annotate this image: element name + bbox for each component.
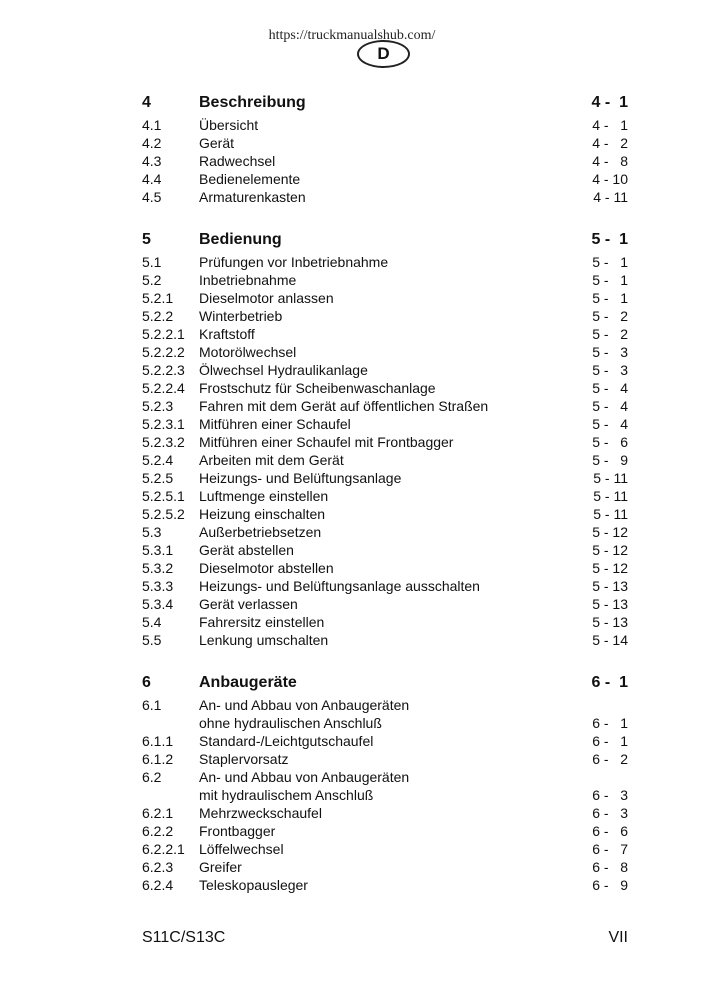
- entry-title: mit hydraulischem Anschluß: [199, 787, 374, 803]
- toc-entry[interactable]: [142, 858, 628, 876]
- entry-number: 4.1: [142, 117, 162, 133]
- entry-title: Fahrersitz einstellen: [199, 614, 325, 630]
- entry-number: 6.1: [142, 697, 162, 713]
- toc-entry[interactable]: [142, 451, 628, 469]
- toc-entry[interactable]: [142, 876, 628, 894]
- entry-title: Frontbagger: [199, 823, 276, 839]
- entry-page: 5 - 11: [593, 488, 628, 504]
- toc-entry[interactable]: [142, 170, 628, 188]
- entry-title: Lenkung umschalten: [199, 632, 329, 648]
- table-of-contents: [142, 93, 628, 894]
- entry-number: 5.2.3.2: [142, 434, 185, 450]
- toc-entry[interactable]: [142, 714, 628, 732]
- toc-entry[interactable]: [142, 271, 628, 289]
- toc-entry[interactable]: [142, 152, 628, 170]
- entry-title: Mitführen einer Schaufel: [199, 416, 351, 432]
- section-title: Anbaugeräte: [199, 674, 297, 691]
- entry-page: 5 - 11: [593, 470, 628, 486]
- toc-entry[interactable]: [142, 433, 628, 451]
- entry-page: 6 - 3: [592, 787, 628, 803]
- toc-entry[interactable]: [142, 786, 628, 804]
- entry-page: 4 - 11: [593, 189, 628, 205]
- entry-number: 6.1.1: [142, 733, 174, 749]
- entry-number: 6.1.2: [142, 751, 174, 767]
- entry-title: Außerbetriebsetzen: [199, 524, 322, 540]
- entry-number: 5.2.3: [142, 398, 174, 414]
- entry-title: Arbeiten mit dem Gerät: [199, 452, 344, 468]
- entry-number: 4.2: [142, 135, 162, 151]
- entry-title: Teleskopausleger: [199, 877, 308, 893]
- entry-number: 5.3.3: [142, 578, 174, 594]
- entry-number: 5.2: [142, 272, 162, 288]
- section-number: 5: [142, 231, 151, 248]
- section-heading[interactable]: [142, 673, 628, 693]
- entry-page: 5 - 12: [592, 524, 628, 540]
- entry-page: 5 - 13: [592, 596, 628, 612]
- section-page: 6 - 1: [591, 674, 628, 691]
- entry-title: An- und Abbau von Anbaugeräten: [199, 769, 410, 785]
- entry-number: 5.2.1: [142, 290, 174, 306]
- entry-title: Staplervorsatz: [199, 751, 289, 767]
- toc-entry[interactable]: [142, 415, 628, 433]
- toc-entry[interactable]: [142, 732, 628, 750]
- entry-page: 5 - 14: [592, 632, 628, 648]
- entry-number: 5.2.5.2: [142, 506, 185, 522]
- entry-page: 6 - 6: [592, 823, 628, 839]
- entry-number: 5.2.2.1: [142, 326, 185, 342]
- toc-entry[interactable]: [142, 379, 628, 397]
- entry-page: 5 - 12: [592, 542, 628, 558]
- entry-number: 6.2.3: [142, 859, 174, 875]
- entry-page: 4 - 2: [592, 135, 628, 151]
- section-heading[interactable]: [142, 230, 628, 250]
- entry-page: 6 - 9: [592, 877, 628, 893]
- entry-number: 5.3: [142, 524, 162, 540]
- toc-entry[interactable]: [142, 188, 628, 206]
- section-number: 4: [142, 94, 151, 111]
- entry-page: 4 - 1: [592, 117, 628, 133]
- entry-title: Armaturenkasten: [199, 189, 306, 205]
- entry-page: 6 - 7: [592, 841, 628, 857]
- toc-entry[interactable]: [142, 631, 628, 649]
- entry-page: 6 - 1: [592, 715, 628, 731]
- toc-entry[interactable]: [142, 768, 628, 786]
- entry-title: Ölwechsel Hydraulikanlage: [199, 362, 368, 378]
- entry-page: 6 - 1: [592, 733, 628, 749]
- entry-title: Motorölwechsel: [199, 344, 297, 360]
- entry-title: Inbetriebnahme: [199, 272, 297, 288]
- entry-number: 5.2.4: [142, 452, 174, 468]
- entry-number: 5.2.2: [142, 308, 174, 324]
- entry-page: 5 - 2: [592, 326, 628, 342]
- entry-title: Mehrzweckschaufel: [199, 805, 322, 821]
- toc-entry[interactable]: [142, 613, 628, 631]
- entry-title: Dieselmotor anlassen: [199, 290, 334, 306]
- entry-title: Frostschutz für Scheibenwaschanlage: [199, 380, 436, 396]
- toc-entry[interactable]: [142, 804, 628, 822]
- section-title: Beschreibung: [199, 94, 306, 111]
- toc-entry[interactable]: [142, 361, 628, 379]
- toc-entry[interactable]: [142, 487, 628, 505]
- toc-entry[interactable]: [142, 134, 628, 152]
- entry-title: Heizungs- und Belüftungsanlage: [199, 470, 402, 486]
- entry-page: 5 - 11: [593, 506, 628, 522]
- entry-title: Fahren mit dem Gerät auf öffentlichen Straßen: [199, 398, 489, 414]
- entry-title: Luftmenge einstellen: [199, 488, 329, 504]
- entry-page: 6 - 2: [592, 751, 628, 767]
- entry-title: An- und Abbau von Anbaugeräten: [199, 697, 410, 713]
- entry-number: 4.3: [142, 153, 162, 169]
- toc-entry[interactable]: [142, 343, 628, 361]
- entry-number: 5.2.2.3: [142, 362, 185, 378]
- entry-page: 6 - 8: [592, 859, 628, 875]
- toc-entry[interactable]: [142, 116, 628, 134]
- toc-entry[interactable]: [142, 325, 628, 343]
- page-footer: [142, 928, 628, 948]
- entry-number: 5.2.5: [142, 470, 174, 486]
- footer-page-number: VII: [608, 929, 628, 946]
- entry-page: 5 - 2: [592, 308, 628, 324]
- entry-number: 5.3.1: [142, 542, 174, 558]
- toc-entry[interactable]: [142, 289, 628, 307]
- entry-number: 6.2.2.1: [142, 841, 185, 857]
- toc-entry[interactable]: [142, 822, 628, 840]
- toc-entry[interactable]: [142, 750, 628, 768]
- entry-title: ohne hydraulischen Anschluß: [199, 715, 382, 731]
- entry-page: 4 - 8: [592, 153, 628, 169]
- entry-title: Winterbetrieb: [199, 308, 283, 324]
- entry-page: 5 - 13: [592, 578, 628, 594]
- entry-page: 5 - 1: [592, 254, 628, 270]
- entry-title: Gerät: [199, 135, 235, 151]
- toc-entry[interactable]: [142, 253, 628, 271]
- entry-number: 5.2.3.1: [142, 416, 185, 432]
- language-badge: D: [357, 40, 410, 68]
- toc-entry[interactable]: [142, 840, 628, 858]
- entry-title: Greifer: [199, 859, 242, 875]
- entry-page: 5 - 4: [592, 380, 628, 396]
- entry-title: Radwechsel: [199, 153, 276, 169]
- entry-page: 5 - 4: [592, 398, 628, 414]
- toc-entry[interactable]: [142, 696, 628, 714]
- entry-title: Kraftstoff: [199, 326, 255, 342]
- toc-entry[interactable]: [142, 523, 628, 541]
- entry-title: Gerät verlassen: [199, 596, 298, 612]
- entry-page: 5 - 3: [592, 362, 628, 378]
- entry-title: Heizung einschalten: [199, 506, 326, 522]
- section-title: Bedienung: [199, 231, 282, 248]
- entry-title: Standard-/Leichtgutschaufel: [199, 733, 374, 749]
- section-page: 5 - 1: [591, 231, 628, 248]
- entry-title: Mitführen einer Schaufel mit Frontbagger: [199, 434, 454, 450]
- entry-number: 5.2.2.2: [142, 344, 185, 360]
- source-url[interactable]: https://truckmanualshub.com/: [268, 28, 436, 43]
- toc-entry[interactable]: [142, 505, 628, 523]
- section-number: 6: [142, 674, 151, 691]
- entry-page: 5 - 4: [592, 416, 628, 432]
- toc-entry[interactable]: [142, 469, 628, 487]
- entry-number: 6.2.1: [142, 805, 174, 821]
- entry-title: Gerät abstellen: [199, 542, 294, 558]
- entry-number: 5.5: [142, 632, 162, 648]
- entry-title: Heizungs- und Belüftungsanlage ausschalten: [199, 578, 480, 594]
- entry-page: 5 - 6: [592, 434, 628, 450]
- toc-entry[interactable]: [142, 577, 628, 595]
- entry-title: Prüfungen vor Inbetriebnahme: [199, 254, 389, 270]
- entry-number: 5.3.2: [142, 560, 174, 576]
- footer-model: S11C/S13C: [142, 929, 226, 946]
- entry-page: 5 - 13: [592, 614, 628, 630]
- section-page: 4 - 1: [591, 94, 628, 111]
- entry-title: Übersicht: [199, 117, 259, 133]
- entry-page: 6 - 3: [592, 805, 628, 821]
- entry-title: Löffelwechsel: [199, 841, 284, 857]
- entry-number: 5.3.4: [142, 596, 174, 612]
- entry-number: 6.2.4: [142, 877, 174, 893]
- entry-page: 5 - 1: [592, 272, 628, 288]
- entry-number: 6.2.2: [142, 823, 174, 839]
- toc-entry[interactable]: [142, 397, 628, 415]
- entry-number: 5.2.2.4: [142, 380, 185, 396]
- entry-page: 5 - 1: [592, 290, 628, 306]
- toc-entry[interactable]: [142, 559, 628, 577]
- toc-entry[interactable]: [142, 595, 628, 613]
- entry-number: 5.1: [142, 254, 162, 270]
- entry-number: 5.2.5.1: [142, 488, 185, 504]
- entry-number: 4.5: [142, 189, 162, 205]
- entry-page: 5 - 9: [592, 452, 628, 468]
- toc-entry[interactable]: [142, 307, 628, 325]
- entry-title: Dieselmotor abstellen: [199, 560, 334, 576]
- toc-entry[interactable]: [142, 541, 628, 559]
- entry-number: 5.4: [142, 614, 162, 630]
- entry-page: 5 - 12: [592, 560, 628, 576]
- entry-number: 6.2: [142, 769, 162, 785]
- section-heading[interactable]: [142, 93, 628, 113]
- entry-title: Bedienelemente: [199, 171, 301, 187]
- entry-page: 4 - 10: [592, 171, 628, 187]
- entry-page: 5 - 3: [592, 344, 628, 360]
- entry-number: 4.4: [142, 171, 162, 187]
